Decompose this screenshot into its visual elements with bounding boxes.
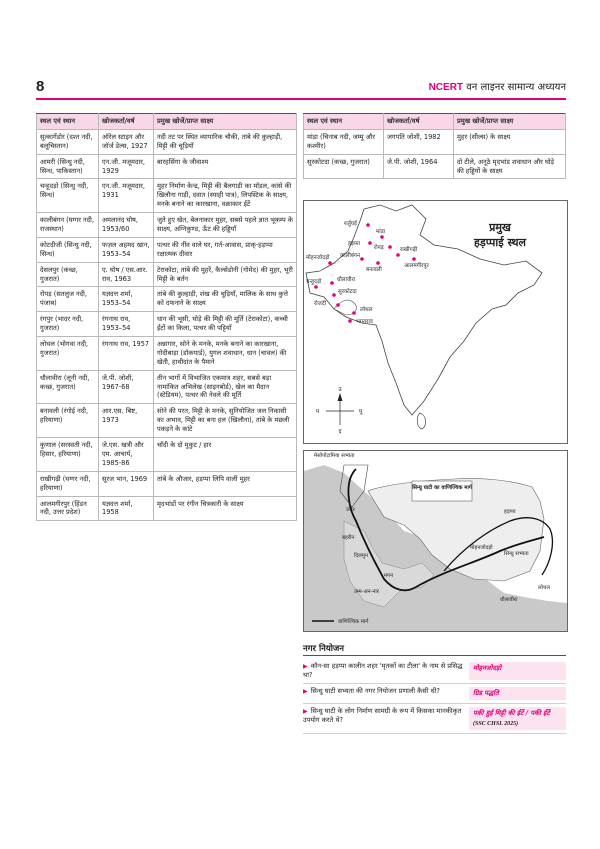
discoverer-cell: यज्ञदत्त शर्मा, 1953–54	[99, 287, 154, 312]
table-row	[37, 496, 297, 521]
table-row	[37, 154, 297, 179]
findings-cell: तीन भागों में विभाजित एकमात्र शहर, सबसे बड़ा नामांकित अभिलेख (साइनबोर्ड), खेल का मैदान (स्टेडियम), पत्थर की नेवले की मूर्ति	[154, 370, 297, 404]
site-label: शर्तुघई	[344, 221, 357, 227]
site-label: रोपड़	[374, 245, 384, 251]
map-title-line2: हड़प्पाई स्थल	[474, 236, 526, 249]
discoverer-cell: रंगनाथ राव, 1953–54	[99, 312, 154, 337]
findings-cell: तांबे की कुल्हाड़ी, शंख की चूड़ियाँ, मालिक के साथ कुत्ते को दफनाने के साक्ष्य	[154, 287, 297, 312]
site-cell: बनावली (रंगोई नदी, हरियाणा)	[37, 404, 99, 438]
legend-label: वाणिज्यिक मार्ग	[338, 619, 369, 625]
table-row	[304, 154, 566, 179]
findings-cell: मुहर (सील्स) के साक्ष्य	[454, 129, 566, 154]
map-label: बहरीन	[342, 535, 355, 541]
map-label: मगन	[384, 573, 394, 579]
section-rule	[303, 655, 566, 656]
site-label: चन्हूदड़ो	[306, 279, 322, 285]
findings-cell: चाँदी के दो मुकुट / हार	[154, 438, 297, 472]
column-header: प्रमुख खोजें/प्राप्त साक्ष्य	[154, 114, 297, 130]
table-row	[37, 438, 297, 472]
page-header	[36, 78, 566, 96]
site-cell: देसलपुर (कच्छ, गुजरात)	[37, 262, 99, 287]
map-label: मोहनजोदड़ो	[470, 545, 493, 551]
harappan-sites-map	[303, 200, 568, 444]
map-label: सिन्धु सभ्यता	[504, 551, 529, 557]
site-label: सुरकोटदा	[338, 289, 357, 295]
discoverer-cell: यज्ञदत्त शर्मा, 1958	[99, 496, 154, 521]
qa-answer: मोहनजोदड़ो	[469, 662, 566, 680]
site-label: धौलावीरा	[337, 277, 356, 283]
discoverer-cell: फज़ल अहमद खान, 1953–54	[99, 237, 154, 262]
qa-answer: पकी हुई मिट्टी की ईंटें / पकी ईंटें (SSC CHSL 2025)	[469, 707, 566, 730]
map-label: सिन्धु घाटी का वाणिज्यिक मार्ग	[412, 485, 472, 491]
qa-item	[303, 684, 566, 704]
map-label: उत्तर	[346, 507, 355, 513]
indus-trade-routes-map	[303, 450, 568, 632]
table-row	[37, 404, 297, 438]
site-cell: लोथल (भोगवा नदी, गुजरात)	[37, 337, 99, 371]
findings-cell: सोने की परत, मिट्टी के मनके, सुनियोजित जल निकासी का अभाव, मिट्टी का बना हल (खिलौना), तांबे के मछली पकड़ने के कांटे	[154, 404, 297, 438]
column-header: प्रमुख खोजें/प्राप्त साक्ष्य	[454, 114, 566, 130]
site-cell: कालीबंगन (घग्गर नदी, राजस्थान)	[37, 213, 99, 238]
site-label: कालीबंगन	[340, 253, 361, 259]
map-label: दिलमुन	[354, 553, 368, 559]
site-label: रोजदी	[314, 301, 327, 307]
triangle-bullet-icon: ▶	[303, 687, 308, 695]
running-title-text: वन लाइनर सामान्य अध्ययन	[463, 82, 566, 93]
discoverer-cell: अमलानंद घोष, 1953/60	[99, 213, 154, 238]
site-label: राखीगढ़ी	[400, 247, 418, 253]
site-cell: रोपड़ (सतलुज नदी, पंजाब)	[37, 287, 99, 312]
table-row	[37, 337, 297, 371]
compass-rose	[316, 387, 363, 435]
site-cell: सुत्कागेंडोर (दश्त नदी, बलूचिस्तान)	[37, 129, 99, 154]
discoverer-cell: ऑरेल स्टाइन और जॉर्ज डेल्स, 1927	[99, 129, 154, 154]
table-row	[304, 129, 566, 154]
sites-table-right	[303, 113, 566, 179]
site-cell: चन्हूदड़ो (सिन्धु नदी, सिन्ध)	[37, 179, 99, 213]
table-row	[37, 237, 297, 262]
qa-item	[303, 659, 566, 684]
map-label: लोथल	[538, 585, 550, 591]
site-label: हड़प्पा	[348, 241, 361, 247]
table-row	[37, 312, 297, 337]
findings-cell: नदी तट पर स्थित व्यापारिक चौकी, तांबे की कुल्हाड़ी, मिट्टी की चूड़ियाँ	[154, 129, 297, 154]
map-label: मेसोपोटामिया सभ्यता	[314, 453, 355, 459]
qa-question: ▶ सिन्धु घाटी के लोग निर्माण सामग्री के रूप में किसका मानकीकृत उपयोग करते थे?	[303, 706, 462, 724]
qa-answer: ग्रिड पद्धति	[469, 687, 566, 700]
compass-north: उ	[338, 387, 342, 393]
site-label: बनावली	[366, 267, 382, 273]
discoverer-cell: जे.पी. जोशी, 1964	[384, 154, 454, 179]
table-row	[37, 471, 297, 496]
triangle-bullet-icon: ▶	[303, 707, 308, 715]
site-cell: आलमगीरपुर (हिंडन नदी, उत्तर प्रदेश)	[37, 496, 99, 521]
findings-cell: बारहसिंगा के जीवाश्म	[154, 154, 297, 179]
discoverer-cell: जगपति जोशी, 1982	[384, 129, 454, 154]
column-header: खोजकर्ता/वर्ष	[384, 114, 454, 130]
table-header-row	[304, 114, 566, 130]
table-row	[37, 370, 297, 404]
site-cell: मांडा (चिनाब नदी, जम्मू और कश्मीर)	[304, 129, 384, 154]
map-label: धौलावीरा	[500, 597, 518, 603]
site-cell: कोटदीजी (सिन्धु नदी, सिन्ध)	[37, 237, 99, 262]
site-label: मांडा	[376, 229, 386, 235]
discoverer-cell: ए. घोष / एस.आर. राव, 1963	[99, 262, 154, 287]
findings-cell: दो टीले, अनूठे मृदभांड शवाधान और घोड़े की हड्डियों के साक्ष्य	[454, 154, 566, 179]
table-row	[37, 262, 297, 287]
brand-label: NCERT	[428, 82, 464, 93]
discoverer-cell: जे.एस. खत्री और एम. आचार्य, 1985-86	[99, 438, 154, 472]
header-rule	[36, 98, 566, 100]
section-title: नगर नियोजन	[303, 644, 345, 654]
site-cell: राखीगढ़ी (घग्गर नदी, हरियाणा)	[37, 471, 99, 496]
discoverer-cell: सूरज भान, 1969	[99, 471, 154, 496]
findings-cell: टेराकोटा, तांबे की मुहरें, कैल्सेडोनी (गोमेद) की मुहर, भूरी मिट्टी के बर्तन	[154, 262, 297, 287]
site-label: लोथल	[360, 307, 373, 313]
exam-source: (SSC CHSL 2025)	[473, 720, 519, 727]
column-header: खोजकर्ता/वर्ष	[99, 114, 154, 130]
column-header: स्थल एवं स्थान	[37, 114, 99, 130]
table-header-row	[37, 114, 297, 130]
sites-table-left	[36, 113, 297, 521]
discoverer-cell: जे.पी. जोशी, 1967-68	[99, 370, 154, 404]
page-number: 8	[36, 78, 45, 95]
discoverer-cell: आर.एस. बिष्ट, 1973	[99, 404, 154, 438]
findings-cell: मृदभांडों पर रंगीन चित्रकारी के साक्ष्य	[154, 496, 297, 521]
site-cell: सुरकोटदा (कच्छ, गुजरात)	[304, 154, 384, 179]
site-label: आलमगीरपुर	[404, 263, 429, 269]
qa-list	[303, 659, 566, 734]
site-label: भगतराव	[356, 319, 373, 325]
findings-cell: मुहर निर्माण केन्द्र, मिट्टी की बैलगाड़ी का मॉडल, कांसे की खिलौना गाड़ी, दवात (स्याही पात्र), लिपस्टिक के साक्ष्य, मनके बनाने का कारखाना, वक्राकार ईंटें	[154, 179, 297, 213]
site-cell: रंगपुर (भादर नदी, गुजरात)	[37, 312, 99, 337]
site-cell: धौलावीरा (लूनी नदी, कच्छ, गुजरात)	[37, 370, 99, 404]
site-label: मोहनजोदड़ो	[306, 255, 330, 261]
table-row	[37, 287, 297, 312]
qa-item	[303, 704, 566, 734]
discoverer-cell: रंगनाथ राव, 1957	[99, 337, 154, 371]
findings-cell: अन्नागार, सोने के मनके, मनके बनाने का कारखाना, गोदीबाड़ा (डॉकयार्ड), युगल शवाधान, धान (चावल) की खेती, हाथीदांत के पैमाने	[154, 337, 297, 371]
findings-cell: तांबे के औजार, हड़प्पा लिपि वाली मुहर	[154, 471, 297, 496]
findings-cell: जुते हुए खेत, बेलनाकार मुहर, सबसे पहले ज्ञात भूकम्प के साक्ष्य, अग्निकुण्ड, ऊँट की हड्डियाँ	[154, 213, 297, 238]
triangle-bullet-icon: ▶	[303, 663, 308, 670]
table-row	[37, 179, 297, 213]
map-label: हड़प्पा	[504, 509, 516, 515]
map-title-line1: प्रमुख	[489, 221, 511, 234]
running-title	[429, 79, 566, 93]
qa-question: ▶ कौन-सा हड़प्पा कालीन शहर 'मृतकों का टीला' के नाम से प्रसिद्ध था?	[303, 662, 463, 680]
findings-cell: धान की भूसी, घोड़े की मिट्टी की मूर्ति (टेराकोटा), कच्ची ईंटों का किला, पत्थर की पट्टियाँ	[154, 312, 297, 337]
compass-west: प	[316, 409, 320, 415]
column-header: स्थल एवं स्थान	[304, 114, 384, 130]
compass-east: पू	[359, 409, 363, 415]
table-row	[37, 129, 297, 154]
qa-question: ▶ सिन्धु घाटी सभ्यता की नगर नियोजन प्रणाली कैसी थी?	[303, 686, 440, 695]
site-cell: कुणाल (सरस्वती नदी, हिसार, हरियाणा)	[37, 438, 99, 472]
map-label: उम्म-अन-नार	[354, 589, 379, 595]
discoverer-cell: एन.जी. मजूमदार, 1931	[99, 179, 154, 213]
findings-cell: पत्थर की नींव वाले घर, गर्त-आवास, प्राक्-हड़प्पा रक्षात्मक दीवार	[154, 237, 297, 262]
discoverer-cell: एन.जी. मजूमदार, 1929	[99, 154, 154, 179]
site-cell: आमरी (सिन्धु नदी, सिन्ध, पाकिस्तान)	[37, 154, 99, 179]
table-row	[37, 213, 297, 238]
compass-south: द	[338, 429, 342, 435]
